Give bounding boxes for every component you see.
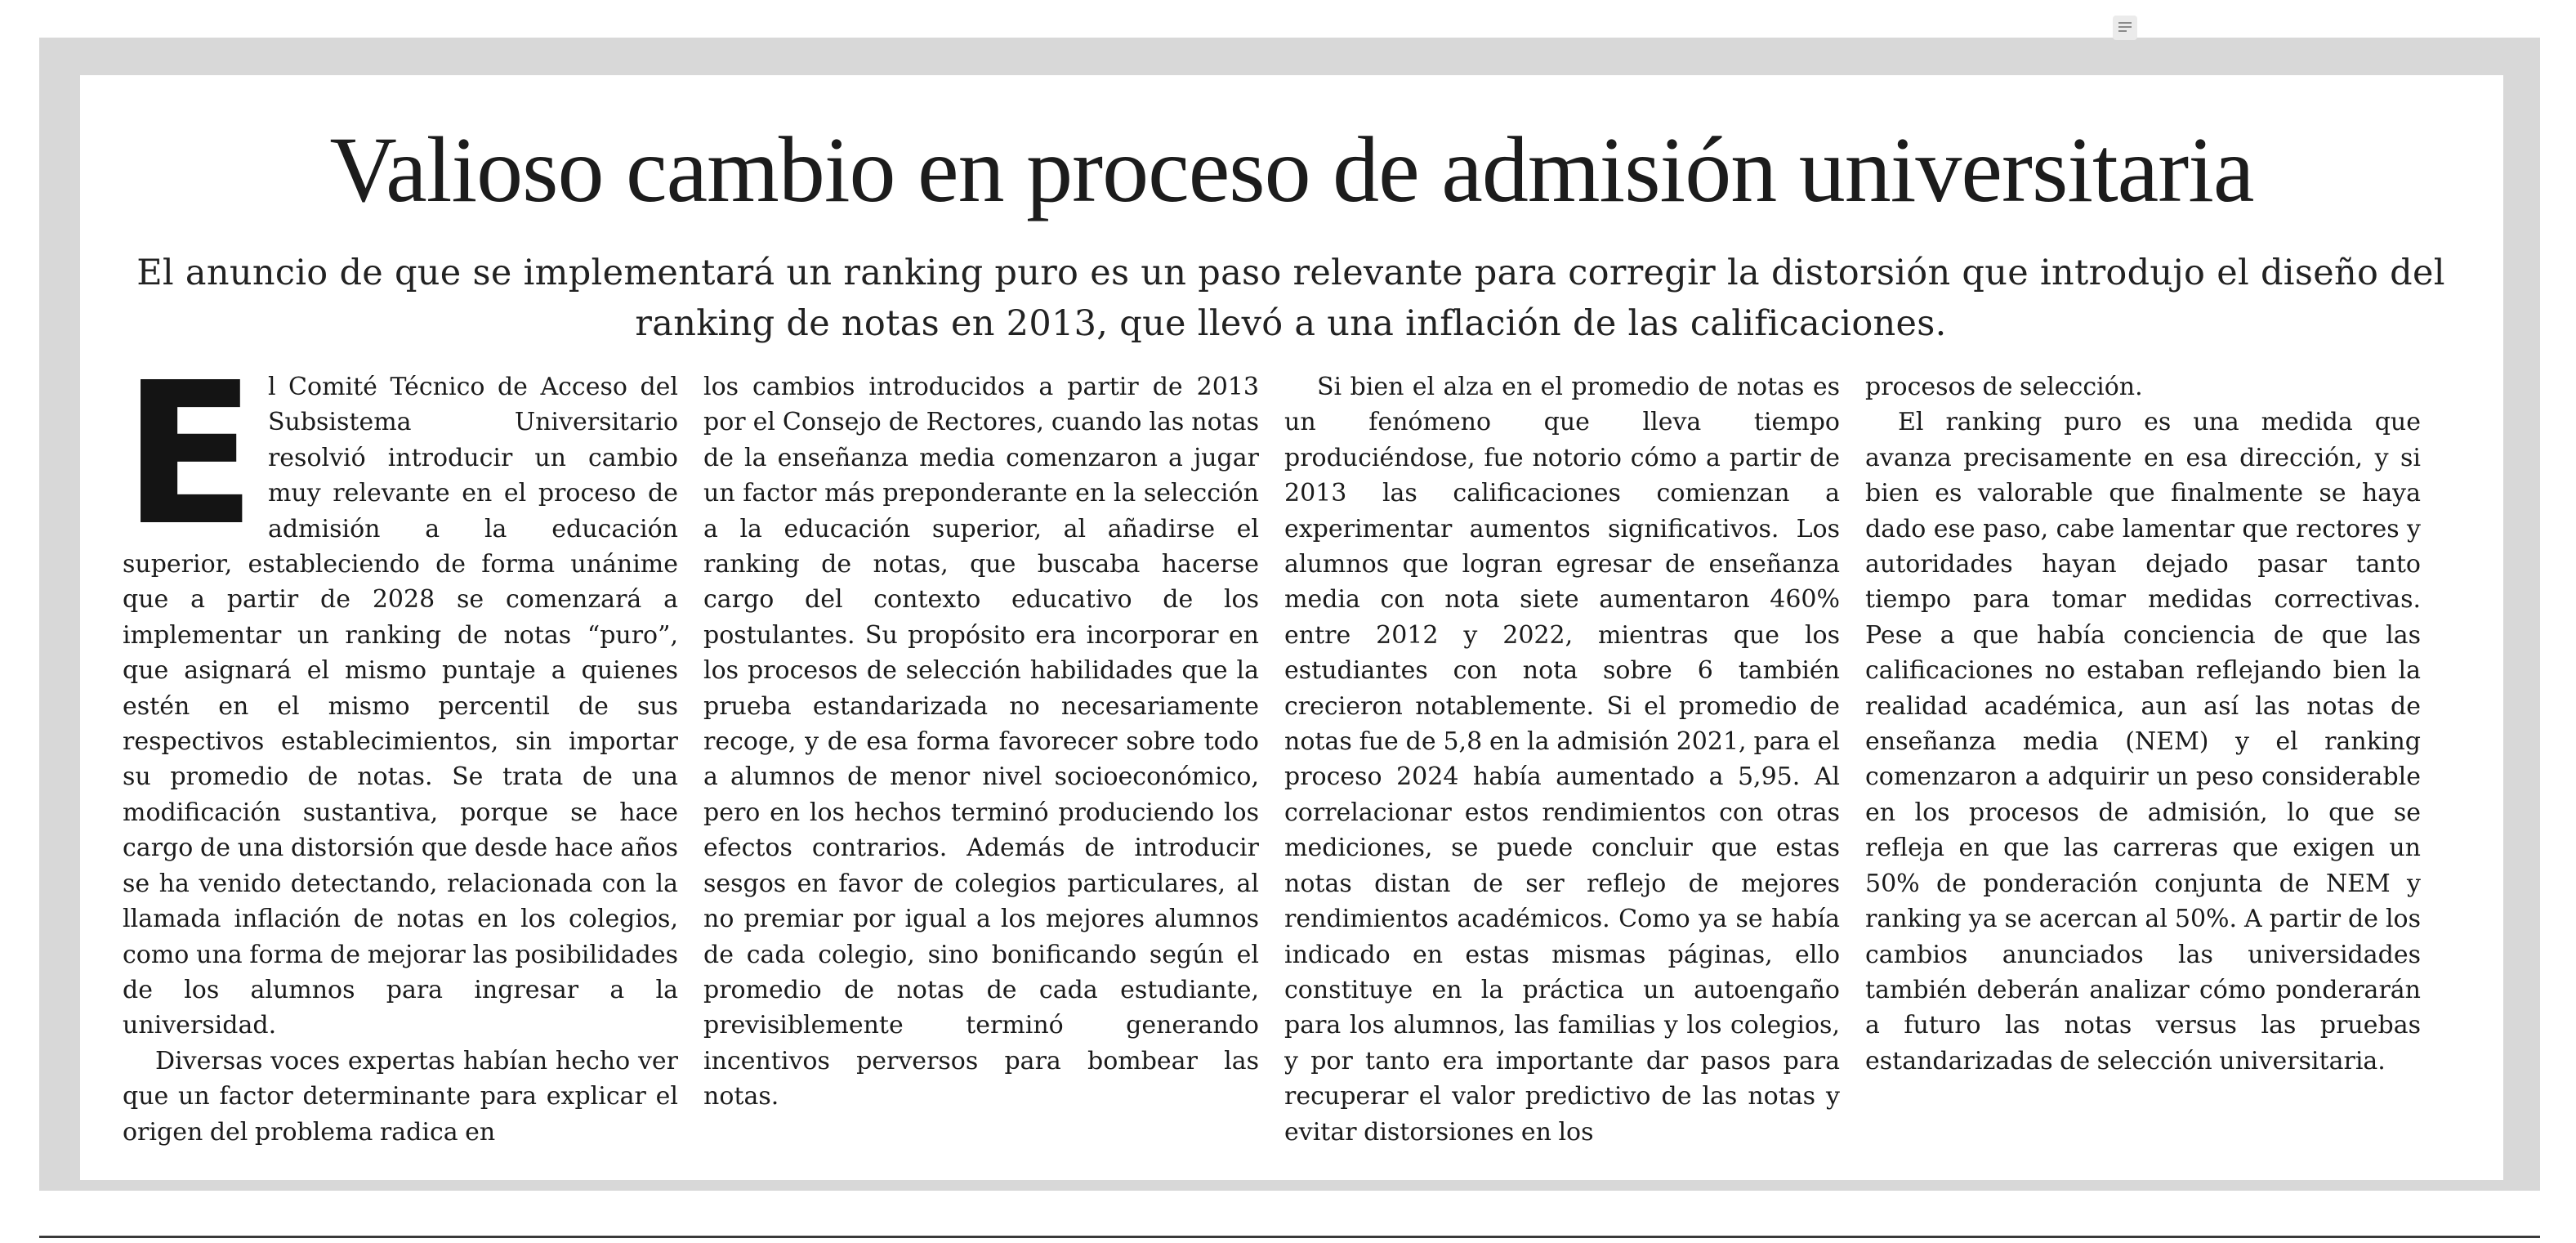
note-icon-line <box>2118 22 2132 24</box>
column-2 <box>703 369 1259 1170</box>
paragraph: El ranking puro es una medida que avanza precisamente en esa dirección, y si bien es valorable que finalmente se haya dado ese paso, cabe lamentar que rectores y autoridades hayan dejado pasar tanto tiempo para tomar medidas correctivas. Pese a que había conciencia de que las calificaciones no estaban reflejando bien la realidad académica, aun así las notas de enseñanza media (NEM) y el ranking comenzaron a adquirir un peso considerable en los procesos de admisión, lo que se refleja en que las carreras que exigen un 50% de ponderación conjunta de NEM y ranking ya se acercan al 50%. A partir de los cambios anunciados las universidades también deberán analizar cómo ponderarán a futuro las notas versus las pruebas estandarizadas de selección universitaria. <box>1865 408 2421 1075</box>
column-3 <box>1284 369 1840 1170</box>
paragraph: procesos de selección. <box>1865 373 2143 401</box>
column-1 <box>123 369 678 1170</box>
note-icon-line <box>2118 30 2127 32</box>
paragraph: Diversas voces expertas habían hecho ver que un factor determinante para explicar el origen del problema radica en <box>123 1046 678 1147</box>
article-body <box>123 369 2421 1170</box>
note-icon[interactable] <box>2113 16 2137 40</box>
paragraph <box>123 369 678 1044</box>
drop-cap: E <box>123 369 257 569</box>
column-4 <box>1865 369 2421 1170</box>
paragraph: los cambios introducidos a partir de 2013 por el Consejo de Rectores, cuando las notas de la enseñanza media comenzaron a jugar un factor más preponderante en la selección a la educación superior, al añadirse el ranking de notas, que buscaba hacerse cargo del contexto educativo de los postulantes. Su propósito era incorporar en los procesos de selección habilidades que la prueba estandarizada no necesariamente recoge, y de esa forma favorecer sobre todo a alumnos de menor nivel socioeconómico, pero en los hechos terminó produciendo los efectos contrarios. Además de introducir sesgos en favor de colegios particulares, al no premiar por igual a los mejores alumnos de cada colegio, sino bonificando según el promedio de notas de cada estudiante, previsiblemente terminó generando incentivos perversos para bombear las notas. <box>703 373 1259 1111</box>
paragraph-text: l Comité Técnico de Acceso del Subsistema Universitario resolvió introducir un cambio muy relevante en el proceso de admisión a la educación superior, estableciendo de forma unánime que a partir de 2028 se comenzará a implementar un ranking de notas “puro”, que asignará el mismo puntaje a quienes estén en el mismo percentil de sus respectivos establecimientos, sin importar su promedio de notas. Se trata de una modificación sustantiva, porque se hace cargo de una distorsión que desde hace años se ha venido detectando, relacionada con la llamada inflación de notas en los colegios, como una forma de mejorar las posibilidades de los alumnos para ingresar a la universidad. <box>123 373 678 1040</box>
article-subtitle: El anuncio de que se implementará un ranking puro es un paso relevante para corregir la distorsión que introdujo el diseño del ranking de notas en 2013, que llevó a una inflación de las calificaciones. <box>136 253 2445 344</box>
paragraph: Si bien el alza en el promedio de notas es un fenómeno que lleva tiempo produciéndose, fue notorio cómo a partir de 2013 las calificaciones comienzan a experimentar aumentos significativos. Los alumnos que logran egresar de enseñanza media con nota siete aumentaron 460% entre 2012 y 2022, mientras que los estudiantes con nota sobre 6 también crecieron notablemente. Si el promedio de notas fue de 5,8 en la admisión 2021, para el proceso 2024 había aumentado a 5,95. Al correlacionar estos rendimientos con otras mediciones, se puede concluir que estas notas distan de ser reflejo de mejores rendimientos académicos. Como ya se había indicado en estas mismas páginas, ello constituye en la práctica un autoengaño para los alumnos, las familias y los colegios, y por tanto era importante dar pasos para recuperar el valor predictivo de las notas y evitar distorsiones en los <box>1284 373 1840 1147</box>
note-icon-line <box>2118 26 2132 28</box>
article-title: Valioso cambio en proceso de admisión universitaria <box>329 118 2254 221</box>
bottom-rule <box>39 1236 2540 1238</box>
